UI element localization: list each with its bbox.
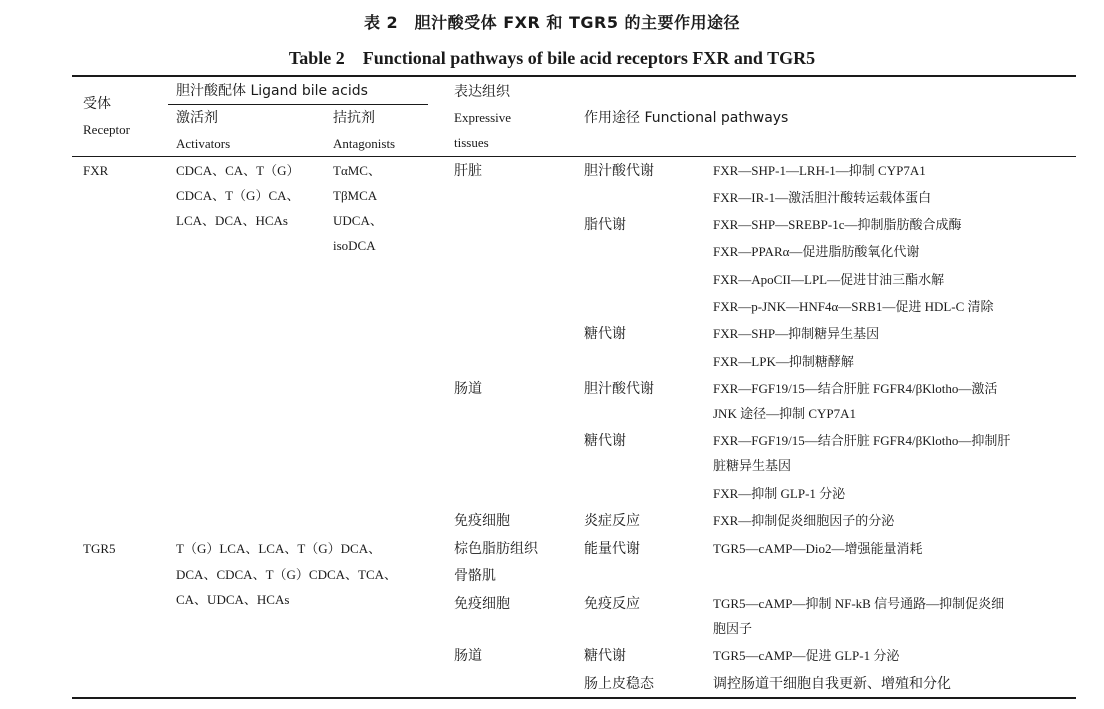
ligand-underline [168, 104, 428, 105]
tissue-cell: 肠道 [454, 648, 482, 664]
pathway-cell: FXR—LPK—抑制糖酵解 [713, 354, 854, 369]
pathway-cell: FXR—p-JNK—HNF4α—SRB1—促进 HDL-C 清除 [713, 299, 994, 314]
pathway-cell: FXR—ApoCII—LPL—促进甘油三酯水解 [713, 272, 945, 287]
bottom-rule [72, 697, 1076, 699]
header-pathway: 作用途径 Functional pathways [584, 110, 789, 126]
category-cell: 糖代谢 [584, 433, 626, 449]
header-receptor-cn: 受体 [83, 96, 111, 112]
category-cell: 炎症反应 [584, 513, 640, 529]
header-rule [72, 156, 1076, 157]
tgr5-activator-line: T（G）LCA、LCA、T（G）DCA、 [176, 541, 382, 556]
fxr-activator-line: CDCA、T（G）CA、 [176, 188, 300, 203]
header-tissue-en1: Expressive [454, 110, 512, 125]
fxr-activator-line: CDCA、CA、T（G） [176, 163, 300, 178]
category-cell: 胆汁酸代谢 [584, 381, 654, 397]
pathway-cell: FXR—抑制 GLP-1 分泌 [713, 486, 846, 501]
pathway-cell: FXR—IR-1—激活胆汁酸转运载体蛋白 [713, 190, 932, 205]
pathway-cell: TGR5—cAMP—促进 GLP-1 分泌 [713, 648, 900, 663]
fxr-receptor: FXR [83, 163, 109, 178]
header-activators-en: Activators [176, 136, 231, 151]
header-receptor-en: Receptor [83, 122, 130, 137]
category-cell: 胆汁酸代谢 [584, 163, 654, 179]
pathway-cell: FXR—FGF19/15—结合肝脏 FGFR4/βKlotho—激活 [713, 381, 998, 396]
pathway-cell: FXR—SHP—抑制糖异生基因 [713, 326, 880, 341]
tgr5-receptor: TGR5 [83, 541, 116, 556]
fxr-antagonist-line: isoDCA [333, 238, 376, 253]
header-antagonists-en: Antagonists [333, 136, 396, 151]
category-cell: 免疫反应 [584, 596, 640, 612]
fxr-antagonist-line: UDCA、 [333, 213, 383, 228]
tissue-cell: 棕色脂肪组织 [454, 541, 538, 557]
tgr5-activator-line: DCA、CDCA、T（G）CDCA、TCA、 [176, 567, 398, 582]
top-rule [72, 75, 1076, 77]
tissue-cell: 免疫细胞 [454, 596, 510, 612]
fxr-activator-line: LCA、DCA、HCAs [176, 213, 288, 228]
pathway-cell: TGR5—cAMP—Dio2—增强能量消耗 [713, 541, 923, 556]
header-antagonists-cn: 拮抗剂 [333, 110, 375, 126]
pathway-cell: 调控肠道干细胞自我更新、增殖和分化 [713, 676, 951, 692]
pathway-cell-continued: 胞因子 [713, 621, 753, 636]
pathway-cell: FXR—FGF19/15—结合肝脏 FGFR4/βKlotho—抑制肝 [713, 433, 1011, 448]
pathway-cell: FXR—SHP—SREBP-1c—抑制脂肪酸合成酶 [713, 217, 962, 232]
header-tissue-en2: tissues [454, 135, 489, 150]
tissue-cell: 肠道 [454, 381, 482, 397]
fxr-antagonist-line: TαMC、 [333, 163, 381, 178]
header-activators-cn: 激活剂 [176, 110, 218, 126]
tissue-cell: 免疫细胞 [454, 513, 510, 529]
category-cell: 糖代谢 [584, 326, 626, 342]
pathway-cell-continued: 脏糖异生基因 [713, 458, 792, 473]
table-title-chinese: 表 2 胆汁酸受体 FXR 和 TGR5 的主要作用途径 [363, 13, 741, 32]
fxr-antagonist-line: TβMCA [333, 188, 378, 203]
pathway-cell-continued: JNK 途径—抑制 CYP7A1 [713, 406, 857, 421]
category-cell: 糖代谢 [584, 648, 626, 664]
tgr5-activator-line: CA、UDCA、HCAs [176, 592, 290, 607]
tissue-cell: 肝脏 [454, 163, 482, 179]
header-tissue-cn: 表达组织 [454, 84, 510, 100]
category-cell: 肠上皮稳态 [584, 676, 654, 692]
pathway-cell: TGR5—cAMP—抑制 NF-kB 信号通路—抑制促炎细 [713, 596, 1005, 611]
category-cell: 脂代谢 [584, 217, 626, 233]
pathway-cell: FXR—抑制促炎细胞因子的分泌 [713, 513, 895, 528]
header-ligand: 胆汁酸配体 Ligand bile acids [176, 83, 368, 99]
table-title-english: Table 2 Functional pathways of bile acid receptors FXR and TGR5 [288, 48, 816, 68]
pathway-cell: FXR—SHP-1—LRH-1—抑制 CYP7A1 [713, 163, 926, 178]
category-cell: 能量代谢 [584, 541, 640, 557]
tissue-cell-continued: 骨骼肌 [454, 568, 496, 584]
pathway-cell: FXR—PPARα—促进脂肪酸氧化代谢 [713, 244, 920, 259]
